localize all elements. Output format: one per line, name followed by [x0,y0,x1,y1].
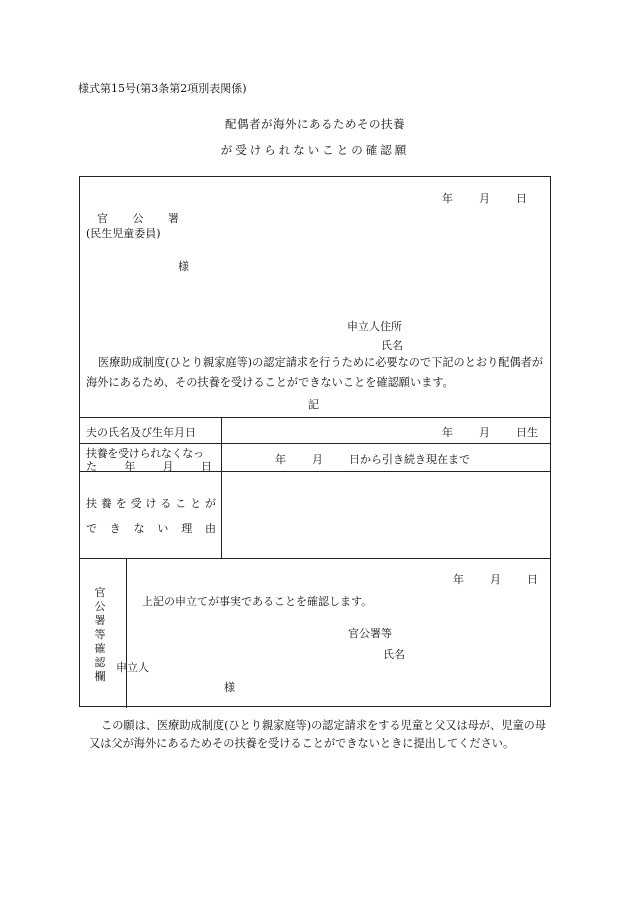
office-name-label: 氏名 [383,648,405,661]
date-month: 月 [479,192,490,205]
form-title-line1: 配偶者が海外にあるためその扶養 [225,117,405,131]
confirm-honorific: 様 [224,681,235,694]
reason-label-line2: で き な い 理 由 [86,522,216,535]
since-label-line2: た 年 月 日 [86,460,212,473]
addressee-honorific: 様 [178,260,189,273]
addressee-sub: (民生児童委員) [86,227,161,240]
reason-value[interactable] [226,475,546,555]
rule [80,417,550,418]
rule [80,558,550,559]
husband-label: 夫の氏名及び生年月日 [86,426,196,439]
rule [221,417,222,558]
form-frame [79,176,551,707]
since-label-line1: 扶養を受けられなくなっ [86,447,204,460]
applicant-name-label: 氏名 [381,339,403,352]
confirm-date: 年 月 日 [453,573,538,586]
office-label: 官公署等 [348,627,392,640]
reason-label-line1: 扶 養 を 受 け る こ と が [86,497,216,510]
confirm-text: 上記の申立てが事実であることを確認します。 [142,595,373,608]
footer-note: この願は、医療助成制度(ひとり親家庭等)の認定請求をする児童と父又は母が、児童の母又は父が海外にあるためその扶養を受けることができないときに提出してください。 [89,719,547,750]
applicant-address-label: 申立人住所 [347,320,402,333]
form-number: 様式第15号(第3条第2項別表関係) [78,82,247,95]
confirm-applicant-label: 申立人 [116,661,149,674]
request-date [442,190,527,206]
addressee-label: 官 公 署 [97,212,179,225]
date-year: 年 [442,192,453,205]
since-value: 年 月 日から引き続き現在まで [275,453,470,466]
ki-label: 記 [308,398,319,411]
rule [80,443,550,444]
form-title-line2: が受けられないことの確認願 [220,143,410,157]
husband-birth-date: 年 月 日生 [442,426,538,439]
statement-text: 医療助成制度(ひとり親家庭等)の認定請求を行うために必要なので下記のとおり配偶者が海外にあるため、その扶養を受けることができないことを確認願います。 [86,356,544,389]
confirm-vertical-label: 官公署等確認欄 [94,586,106,683]
rule [126,558,127,708]
date-day: 日 [516,192,527,205]
